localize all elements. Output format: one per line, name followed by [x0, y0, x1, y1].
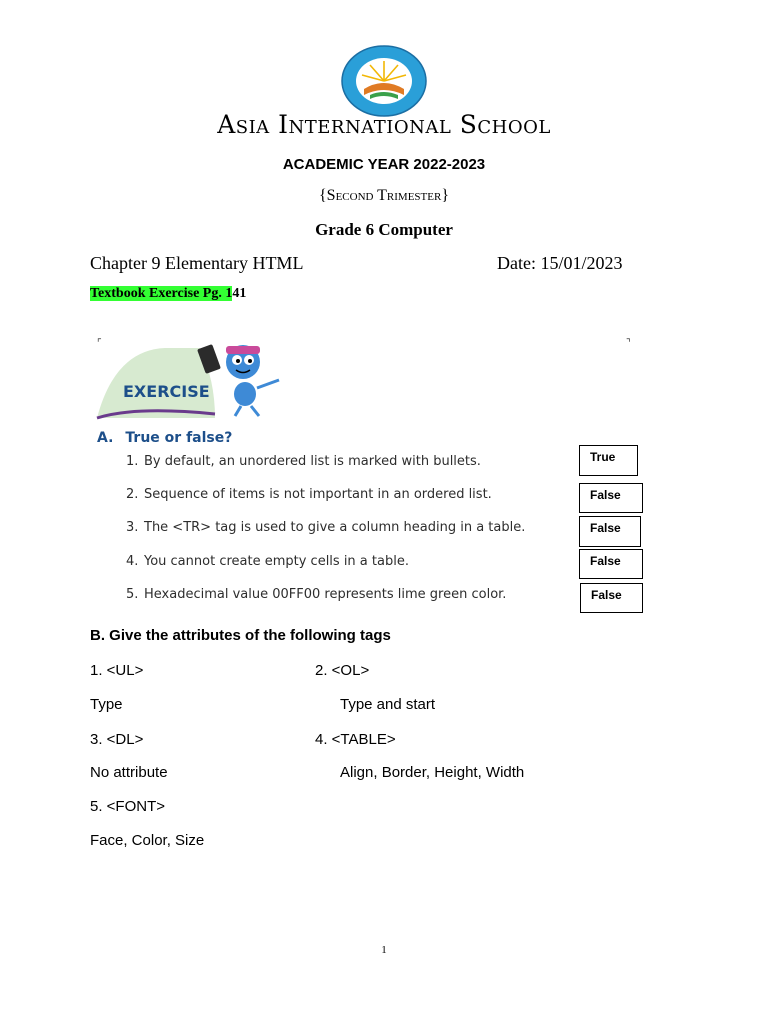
- exercise-label: EXERCISE: [123, 382, 210, 401]
- section-a-title: [97, 430, 232, 446]
- answer-box-5: False: [580, 583, 643, 613]
- question-5: [126, 587, 506, 602]
- question-number: 3.: [126, 520, 139, 535]
- question-text: You cannot create empty cells in a table.: [144, 554, 409, 569]
- question-number: 5.: [126, 587, 139, 602]
- textbook-highlight: Textbook Exercise Pg. 1: [90, 286, 233, 301]
- answer-dl: No attribute: [90, 764, 168, 781]
- section-a-letter: A.: [97, 430, 114, 446]
- textbook-reference: [90, 286, 246, 302]
- tag-ul: 1. <UL>: [90, 662, 144, 679]
- section-a-heading: True or false?: [125, 430, 233, 446]
- exercise-banner: [95, 340, 640, 420]
- school-logo: [340, 45, 428, 117]
- question-4: [126, 554, 409, 569]
- grade-subject: Grade 6 Computer: [315, 220, 453, 239]
- answer-box-3: False: [579, 516, 641, 547]
- chapter-title: Chapter 9 Elementary HTML: [90, 253, 304, 273]
- corner-mark-right: ⌝: [626, 338, 631, 349]
- question-text: By default, an unordered list is marked with bullets.: [144, 454, 481, 469]
- question-3: [126, 520, 525, 535]
- question-text: Hexadecimal value 00FF00 represents lime green color.: [144, 587, 507, 602]
- corner-mark-left: ⌜: [97, 338, 102, 349]
- tag-table: 4. <TABLE>: [315, 731, 396, 748]
- question-text: The <TR> tag is used to give a column heading in a table.: [144, 520, 526, 535]
- answer-table: Align, Border, Height, Width: [340, 764, 525, 781]
- answer-box-2: False: [579, 483, 643, 513]
- answer-ol: Type and start: [340, 696, 436, 713]
- question-2: [126, 487, 492, 502]
- answer-ul: Type: [90, 696, 123, 713]
- page-number: 1: [381, 944, 387, 956]
- tag-dl: 3. <DL>: [90, 731, 144, 748]
- section-b-title: B. Give the attributes of the following tags: [90, 627, 391, 644]
- academic-year: ACADEMIC YEAR 2022-2023: [282, 156, 486, 173]
- answer-font: Face, Color, Size: [90, 832, 205, 849]
- answer-box-1: True: [579, 445, 638, 476]
- tag-ol: 2. <OL>: [315, 662, 370, 679]
- answer-box-4: False: [579, 549, 643, 579]
- school-name: Asia International School: [217, 110, 551, 139]
- trimester: {Second Trimester}: [318, 187, 450, 204]
- question-number: 1.: [126, 454, 139, 469]
- textbook-page-rest: 41: [232, 286, 247, 301]
- question-1: [126, 454, 481, 469]
- question-number: 2.: [126, 487, 139, 502]
- question-number: 4.: [126, 554, 139, 569]
- tag-font: 5. <FONT>: [90, 798, 166, 815]
- question-text: Sequence of items is not important in an ordered list.: [144, 487, 492, 502]
- date: Date: 15/01/2023: [497, 253, 623, 273]
